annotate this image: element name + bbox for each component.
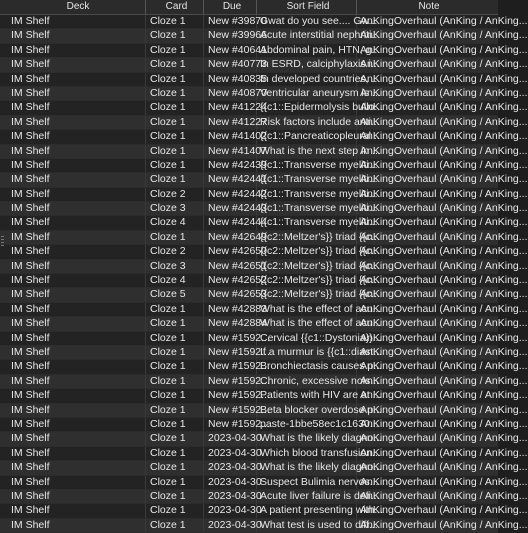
deck-cell: IM Shelf bbox=[0, 476, 146, 489]
card-cell: Cloze 1 bbox=[146, 116, 204, 129]
due-cell: 2023-04-30 bbox=[204, 432, 257, 445]
due-cell: New #42884 bbox=[204, 317, 257, 330]
deck-cell: IM Shelf bbox=[0, 15, 146, 28]
table-row[interactable] bbox=[0, 417, 528, 432]
note-cell: AnKingOverhaul (AnKing / AnKing... bbox=[360, 86, 528, 99]
note-cell: AnKingOverhaul (AnKing / AnKing... bbox=[360, 187, 528, 200]
due-cell: New #42442 bbox=[204, 188, 257, 201]
table-row[interactable] bbox=[0, 230, 528, 245]
card-cell: Cloze 1 bbox=[146, 490, 204, 503]
deck-cell: IM Shelf bbox=[0, 173, 146, 186]
table-row[interactable] bbox=[0, 216, 528, 230]
card-cell: Cloze 3 bbox=[146, 202, 204, 215]
deck-cell: IM Shelf bbox=[0, 447, 146, 460]
deck-cell: IM Shelf bbox=[0, 260, 146, 273]
sort-field-cell: What is the effect of acu... bbox=[257, 317, 357, 330]
deck-cell: IM Shelf bbox=[0, 418, 146, 431]
table-row[interactable] bbox=[0, 72, 528, 87]
table-body bbox=[0, 15, 528, 533]
card-cell: Cloze 1 bbox=[146, 231, 204, 244]
sort-field-cell: Acute interstitial nephriti... bbox=[257, 29, 357, 42]
table-row[interactable] bbox=[0, 58, 528, 72]
deck-cell: IM Shelf bbox=[0, 116, 146, 129]
sort-field-cell: paste-1bbe58ec1c1630... bbox=[257, 418, 357, 431]
sort-field-cell: {{c1::Pancreaticopleural ... bbox=[257, 130, 357, 143]
due-cell: New #42439 bbox=[204, 159, 257, 172]
sort-field-cell: Which blood transfusion... bbox=[257, 447, 357, 460]
card-cell: Cloze 1 bbox=[146, 346, 204, 359]
deck-cell: IM Shelf bbox=[0, 29, 146, 42]
table-row[interactable] bbox=[0, 288, 528, 302]
card-cell: Cloze 1 bbox=[146, 58, 204, 71]
due-cell: New #42653 bbox=[204, 288, 257, 301]
due-cell: New #39870 bbox=[204, 15, 257, 28]
table-row[interactable] bbox=[0, 446, 528, 461]
due-cell: New #41224 bbox=[204, 101, 257, 114]
sort-field-cell: {{c1::Transverse myeliti... bbox=[257, 173, 357, 186]
note-cell: AnKingOverhaul (AnKing / AnKing... bbox=[360, 29, 528, 42]
card-cell: Cloze 1 bbox=[146, 73, 204, 86]
deck-cell: IM Shelf bbox=[0, 432, 146, 445]
card-cell: Cloze 1 bbox=[146, 87, 204, 100]
sort-field-cell: In ESRD, calciphylaxis i... bbox=[257, 58, 357, 71]
column-header-deck[interactable]: Deck bbox=[0, 0, 146, 14]
table-row[interactable] bbox=[0, 331, 528, 346]
due-cell: New #41402 bbox=[204, 130, 257, 143]
note-cell: AnKingOverhaul (AnKing / AnKing... bbox=[360, 461, 528, 474]
sort-field-cell: Ventricular aneurysm is ... bbox=[257, 87, 357, 100]
column-header-card[interactable]: Card bbox=[146, 0, 204, 14]
due-cell: New #42443 bbox=[204, 202, 257, 215]
note-cell: AnKingOverhaul (AnKing / AnKing... bbox=[360, 259, 528, 272]
note-cell: AnKingOverhaul (AnKing / AnKing... bbox=[360, 173, 528, 186]
due-cell: New #1592... bbox=[204, 360, 257, 373]
note-cell: AnKingOverhaul (AnKing / AnKing... bbox=[360, 475, 528, 488]
deck-cell: IM Shelf bbox=[0, 73, 146, 86]
note-cell: AnKingOverhaul (AnKing / AnKing... bbox=[360, 518, 528, 531]
note-cell: AnKingOverhaul (AnKing / AnKing... bbox=[360, 115, 528, 128]
table-row[interactable] bbox=[0, 432, 528, 446]
card-cell: Cloze 2 bbox=[146, 188, 204, 201]
deck-cell: IM Shelf bbox=[0, 202, 146, 215]
deck-cell: IM Shelf bbox=[0, 404, 146, 417]
card-cell: Cloze 1 bbox=[146, 447, 204, 460]
table-row[interactable] bbox=[0, 144, 528, 159]
deck-cell: IM Shelf bbox=[0, 216, 146, 229]
table-row[interactable] bbox=[0, 115, 528, 130]
due-cell: New #42444 bbox=[204, 216, 257, 229]
due-cell: 2023-04-30 bbox=[204, 461, 257, 474]
card-cell: Cloze 1 bbox=[146, 360, 204, 373]
note-cell: AnKingOverhaul (AnKing / AnKing... bbox=[360, 130, 528, 143]
card-cell: Cloze 1 bbox=[146, 389, 204, 402]
sort-field-cell: {{c1::Transverse myeliti... bbox=[257, 216, 357, 229]
due-cell: New #42652 bbox=[204, 274, 257, 287]
deck-cell: IM Shelf bbox=[0, 87, 146, 100]
deck-cell: IM Shelf bbox=[0, 346, 146, 359]
table-row[interactable] bbox=[0, 43, 528, 58]
deck-cell: IM Shelf bbox=[0, 519, 146, 532]
table-row[interactable] bbox=[0, 259, 528, 274]
card-cell: Cloze 1 bbox=[146, 44, 204, 57]
card-cell: Cloze 2 bbox=[146, 245, 204, 258]
sort-field-cell: What is the likely diagno... bbox=[257, 432, 357, 445]
table-row[interactable] bbox=[0, 86, 528, 101]
due-cell: New #1592... bbox=[204, 404, 257, 417]
note-cell: AnKingOverhaul (AnKing / AnKing... bbox=[360, 403, 528, 416]
sort-field-cell: If a murmur is {{c1::diast... bbox=[257, 346, 357, 359]
note-cell: AnKingOverhaul (AnKing / AnKing... bbox=[360, 360, 528, 373]
note-cell: AnKingOverhaul (AnKing / AnKing... bbox=[360, 216, 528, 229]
table-row[interactable] bbox=[0, 461, 528, 475]
due-cell: New #40641 bbox=[204, 44, 257, 57]
sort-field-cell: Beta blocker overdose p... bbox=[257, 404, 357, 417]
note-cell: AnKingOverhaul (AnKing / AnKing... bbox=[360, 72, 528, 85]
table-row[interactable] bbox=[0, 202, 528, 216]
card-cell: Cloze 1 bbox=[146, 504, 204, 517]
sort-field-cell: What is the effect of acu... bbox=[257, 303, 357, 316]
deck-cell: IM Shelf bbox=[0, 188, 146, 201]
note-cell: AnKingOverhaul (AnKing / AnKing... bbox=[360, 489, 528, 502]
card-cell: Cloze 1 bbox=[146, 159, 204, 172]
deck-cell: IM Shelf bbox=[0, 461, 146, 474]
due-cell: 2023-04-30 bbox=[204, 504, 257, 517]
deck-cell: IM Shelf bbox=[0, 44, 146, 57]
note-cell: AnKingOverhaul (AnKing / AnKing... bbox=[360, 504, 528, 517]
due-cell: New #40773 bbox=[204, 58, 257, 71]
card-cell: Cloze 1 bbox=[146, 476, 204, 489]
column-header-sort-field[interactable]: Sort Field bbox=[257, 0, 357, 14]
sort-field-cell: What is the next step in ... bbox=[257, 145, 357, 158]
card-cell: Cloze 1 bbox=[146, 432, 204, 445]
deck-cell: IM Shelf bbox=[0, 375, 146, 388]
deck-cell: IM Shelf bbox=[0, 332, 146, 345]
sort-field-cell: In developed countries, ... bbox=[257, 73, 357, 86]
table-row[interactable] bbox=[0, 504, 528, 518]
card-cell: Cloze 5 bbox=[146, 288, 204, 301]
table-header bbox=[0, 0, 498, 15]
table-row[interactable] bbox=[0, 130, 528, 144]
sort-field-cell: Patients with HIV are at ... bbox=[257, 389, 357, 402]
note-cell: AnKingOverhaul (AnKing / AnKing... bbox=[360, 389, 528, 402]
card-cell: Cloze 3 bbox=[146, 260, 204, 273]
note-cell: AnKingOverhaul (AnKing / AnKing... bbox=[360, 101, 528, 114]
card-cell: Cloze 1 bbox=[146, 15, 204, 28]
card-cell: Cloze 1 bbox=[146, 173, 204, 186]
due-cell: 2023-04-30 bbox=[204, 490, 257, 503]
sort-field-cell: {{c2::Meltzer's}} triad {{c... bbox=[257, 245, 357, 258]
card-cell: Cloze 1 bbox=[146, 519, 204, 532]
card-cell: Cloze 1 bbox=[146, 404, 204, 417]
table-row[interactable] bbox=[0, 345, 528, 360]
sort-field-cell: What is the likely diagno... bbox=[257, 461, 357, 474]
table-row[interactable] bbox=[0, 360, 528, 374]
sort-field-cell: {{c1::Transverse myeliti... bbox=[257, 188, 357, 201]
table-row[interactable] bbox=[0, 389, 528, 403]
sort-field-cell: Chronic, excessive nois... bbox=[257, 375, 357, 388]
sort-field-cell: {{c2::Meltzer's}} triad {{c... bbox=[257, 231, 357, 244]
table-row[interactable] bbox=[0, 302, 528, 317]
table-row[interactable] bbox=[0, 374, 528, 389]
card-cell: Cloze 1 bbox=[146, 418, 204, 431]
table-row[interactable] bbox=[0, 317, 528, 331]
sort-field-cell: {{c2::Meltzer's}} triad {{c... bbox=[257, 274, 357, 287]
deck-cell: IM Shelf bbox=[0, 288, 146, 301]
deck-cell: IM Shelf bbox=[0, 274, 146, 287]
note-cell: AnKingOverhaul (AnKing / AnKing... bbox=[360, 245, 528, 258]
sort-field-cell: Gwat do you see.... Gw... bbox=[257, 15, 357, 28]
due-cell: New #39966 bbox=[204, 29, 257, 42]
due-cell: New #42883 bbox=[204, 303, 257, 316]
due-cell: New #40870 bbox=[204, 87, 257, 100]
due-cell: New #1592... bbox=[204, 375, 257, 388]
sort-field-cell: A patient presenting with... bbox=[257, 504, 357, 517]
note-cell: AnKingOverhaul (AnKing / AnKing... bbox=[360, 202, 528, 215]
deck-cell: IM Shelf bbox=[0, 317, 146, 330]
table-row[interactable] bbox=[0, 245, 528, 259]
column-header-due[interactable]: Due bbox=[204, 0, 257, 14]
deck-cell: IM Shelf bbox=[0, 303, 146, 316]
note-cell: AnKingOverhaul (AnKing / AnKing... bbox=[360, 345, 528, 358]
table-row[interactable] bbox=[0, 518, 528, 533]
sort-field-cell: Acute liver failure is defi... bbox=[257, 490, 357, 503]
resize-handle[interactable] bbox=[1, 236, 4, 248]
note-cell: AnKingOverhaul (AnKing / AnKing... bbox=[360, 331, 528, 344]
sort-field-cell: {{c2::Meltzer's}} triad {{c... bbox=[257, 260, 357, 273]
deck-cell: IM Shelf bbox=[0, 504, 146, 517]
card-cell: Cloze 1 bbox=[146, 375, 204, 388]
due-cell: 2023-04-30 bbox=[204, 447, 257, 460]
due-cell: 2023-04-30 bbox=[204, 519, 257, 532]
card-cell: Cloze 4 bbox=[146, 274, 204, 287]
table-row[interactable] bbox=[0, 489, 528, 504]
sort-field-cell: {{c2::Meltzer's}} triad {{c... bbox=[257, 288, 357, 301]
due-cell: New #1592... bbox=[204, 418, 257, 431]
due-cell: 2023-04-30 bbox=[204, 476, 257, 489]
due-cell: New #42649 bbox=[204, 231, 257, 244]
due-cell: New #1592... bbox=[204, 332, 257, 345]
deck-cell: IM Shelf bbox=[0, 101, 146, 114]
note-cell: AnKingOverhaul (AnKing / AnKing... bbox=[360, 158, 528, 171]
deck-cell: IM Shelf bbox=[0, 389, 146, 402]
card-cell: Cloze 1 bbox=[146, 461, 204, 474]
sort-field-cell: {{c1::Transverse myeliti... bbox=[257, 202, 357, 215]
due-cell: New #42441 bbox=[204, 173, 257, 186]
table-row[interactable] bbox=[0, 29, 528, 43]
note-cell: AnKingOverhaul (AnKing / AnKing... bbox=[360, 15, 528, 27]
note-cell: AnKingOverhaul (AnKing / AnKing... bbox=[360, 302, 528, 315]
card-cell: Cloze 1 bbox=[146, 130, 204, 143]
due-cell: New #42651 bbox=[204, 260, 257, 273]
note-cell: AnKingOverhaul (AnKing / AnKing... bbox=[360, 374, 528, 387]
table-row[interactable] bbox=[0, 101, 528, 115]
deck-cell: IM Shelf bbox=[0, 58, 146, 71]
note-cell: AnKingOverhaul (AnKing / AnKing... bbox=[360, 230, 528, 243]
deck-cell: IM Shelf bbox=[0, 145, 146, 158]
due-cell: New #40835 bbox=[204, 73, 257, 86]
card-cell: Cloze 1 bbox=[146, 29, 204, 42]
note-cell: AnKingOverhaul (AnKing / AnKing... bbox=[360, 288, 528, 301]
note-cell: AnKingOverhaul (AnKing / AnKing... bbox=[360, 43, 528, 56]
sort-field-cell: {{c1::Epidermolysis bullo... bbox=[257, 101, 357, 114]
due-cell: New #41227 bbox=[204, 116, 257, 129]
column-header-note[interactable]: Note bbox=[418, 1, 440, 12]
table-row[interactable] bbox=[0, 475, 528, 490]
card-cell: Cloze 1 bbox=[146, 332, 204, 345]
sort-field-cell: Abdominal pain, HTN, g... bbox=[257, 44, 357, 57]
sort-field-cell: Cervical {{c1::Dystonia}}... bbox=[257, 332, 357, 345]
table-row[interactable] bbox=[0, 274, 528, 288]
sort-field-cell: Bronchiectasis causes p... bbox=[257, 360, 357, 373]
card-cell: Cloze 1 bbox=[146, 145, 204, 158]
sort-field-cell: Risk factors include anti... bbox=[257, 116, 357, 129]
deck-cell: IM Shelf bbox=[0, 159, 146, 172]
due-cell: New #1592... bbox=[204, 389, 257, 402]
note-cell: AnKingOverhaul (AnKing / AnKing... bbox=[360, 432, 528, 445]
card-cell: Cloze 1 bbox=[146, 303, 204, 316]
due-cell: New #42650 bbox=[204, 245, 257, 258]
note-cell: AnKingOverhaul (AnKing / AnKing... bbox=[360, 417, 528, 430]
deck-cell: IM Shelf bbox=[0, 245, 146, 258]
deck-cell: IM Shelf bbox=[0, 360, 146, 373]
card-cell: Cloze 1 bbox=[146, 317, 204, 330]
sort-field-cell: What test is used to diff... bbox=[257, 519, 357, 532]
table-row[interactable] bbox=[0, 158, 528, 173]
due-cell: New #1592... bbox=[204, 346, 257, 359]
card-cell: Cloze 1 bbox=[146, 101, 204, 114]
deck-cell: IM Shelf bbox=[0, 231, 146, 244]
table-row[interactable] bbox=[0, 187, 528, 202]
due-cell: New #41407 bbox=[204, 145, 257, 158]
table-row[interactable] bbox=[0, 403, 528, 418]
note-cell: AnKingOverhaul (AnKing / AnKing... bbox=[360, 58, 528, 71]
note-cell: AnKingOverhaul (AnKing / AnKing... bbox=[360, 317, 528, 330]
note-cell: AnKingOverhaul (AnKing / AnKing... bbox=[360, 446, 528, 459]
note-cell: AnKingOverhaul (AnKing / AnKing... bbox=[360, 144, 528, 157]
card-cell: Cloze 4 bbox=[146, 216, 204, 229]
sort-field-cell: Suspect Bulimia nervos... bbox=[257, 476, 357, 489]
note-cell: AnKingOverhaul (AnKing / AnKing... bbox=[360, 274, 528, 287]
table-row[interactable] bbox=[0, 173, 528, 187]
sort-field-cell: {{c1::Transverse myeliti... bbox=[257, 159, 357, 172]
deck-cell: IM Shelf bbox=[0, 130, 146, 143]
deck-cell: IM Shelf bbox=[0, 490, 146, 503]
table-row[interactable] bbox=[0, 15, 528, 29]
